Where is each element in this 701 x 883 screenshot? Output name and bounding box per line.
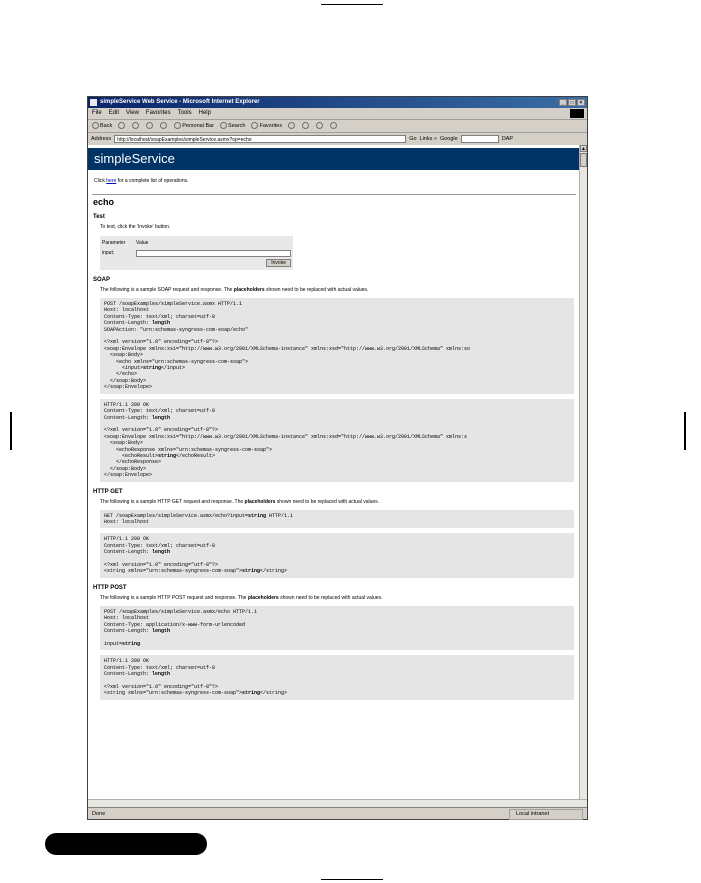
windows-logo-icon bbox=[570, 109, 584, 118]
print-icon bbox=[316, 122, 323, 129]
menu-file[interactable]: File bbox=[92, 110, 102, 116]
menu-view[interactable]: View bbox=[126, 110, 139, 116]
personal-bar-button[interactable]: Personal Bar bbox=[174, 120, 214, 132]
vertical-scrollbar[interactable] bbox=[579, 145, 587, 799]
minimize-button[interactable]: _ bbox=[559, 99, 567, 106]
horizontal-scrollbar[interactable] bbox=[88, 799, 587, 807]
refresh-icon bbox=[146, 122, 153, 129]
google-search-input[interactable] bbox=[461, 135, 499, 143]
search-button[interactable]: Search bbox=[220, 120, 245, 132]
back-button[interactable]: Back bbox=[92, 120, 112, 132]
search-icon bbox=[220, 122, 227, 129]
print-button[interactable] bbox=[316, 120, 324, 132]
invoke-button[interactable]: Invoke bbox=[266, 259, 291, 267]
page-bottom-rule bbox=[321, 879, 383, 880]
maximize-button[interactable]: □ bbox=[568, 99, 576, 106]
service-banner bbox=[88, 148, 580, 170]
edit-button[interactable] bbox=[330, 120, 338, 132]
stop-icon bbox=[132, 122, 139, 129]
http-post-heading: HTTP POST bbox=[93, 584, 127, 591]
page-top-rule bbox=[321, 4, 383, 5]
history-button[interactable] bbox=[288, 120, 296, 132]
dap-button[interactable]: DAP bbox=[501, 136, 514, 142]
scroll-thumb[interactable] bbox=[580, 153, 587, 167]
menu-edit[interactable]: Edit bbox=[108, 110, 120, 116]
favorites-icon bbox=[251, 122, 258, 129]
menu-help[interactable]: Help bbox=[198, 110, 211, 116]
soap-text: The following is a sample SOAP request and response. The placeholders shown need to be replaced with actual values. bbox=[100, 287, 369, 293]
favorites-button[interactable]: Favorites bbox=[251, 120, 282, 132]
operation-title: echo bbox=[93, 197, 115, 207]
value-column-header: Value bbox=[136, 240, 149, 246]
ie-icon bbox=[90, 99, 97, 106]
menu-bar bbox=[88, 108, 587, 120]
address-label: Address bbox=[91, 136, 112, 142]
links-button[interactable]: Links » bbox=[419, 136, 437, 142]
edit-icon bbox=[330, 122, 337, 129]
page-right-marker bbox=[684, 412, 686, 450]
http-post-request-code: POST /soapExamples/simpleService.asmx/echo HTTP/1.1 Host: localhost Content-Type: application/x-www-form-urlencoded Content-Length: length input=string bbox=[100, 606, 574, 650]
operations-link[interactable]: here bbox=[106, 178, 117, 184]
home-icon bbox=[160, 122, 167, 129]
address-input[interactable]: http://localhost/soapExamples/simpleService.asmx?op=echo bbox=[114, 135, 406, 143]
home-button[interactable] bbox=[160, 120, 168, 132]
forward-button[interactable] bbox=[118, 120, 126, 132]
menu-tools[interactable]: Tools bbox=[177, 110, 192, 116]
input-value-field[interactable] bbox=[136, 250, 291, 257]
test-heading: Test bbox=[93, 214, 105, 220]
mail-icon bbox=[302, 122, 309, 129]
window-title: simpleService Web Service - Microsoft Internet Explorer bbox=[100, 99, 260, 105]
test-form bbox=[100, 236, 293, 270]
google-label: Google bbox=[439, 136, 458, 142]
toolbar bbox=[88, 120, 587, 133]
soap-heading: SOAP bbox=[93, 277, 111, 283]
http-get-request-code: GET /soapExamples/simpleService.asmx/echo?input=string HTTP/1.1 Host: localhost bbox=[100, 510, 574, 529]
parameter-column-header: Parameter bbox=[102, 240, 126, 246]
go-button[interactable]: Go bbox=[409, 136, 417, 142]
scroll-up-icon[interactable]: ▲ bbox=[581, 146, 586, 152]
status-bar bbox=[88, 807, 587, 819]
input-param-label: input: bbox=[102, 250, 115, 256]
security-zone: Local intranet bbox=[509, 809, 583, 820]
http-get-heading: HTTP GET bbox=[93, 488, 123, 495]
page-left-marker bbox=[10, 412, 12, 450]
soap-request-code: POST /soapExamples/simpleService.asmx HTTP/1.1 Host: localhost Content-Type: text/xml; charset=utf-8 Content-Length: length SOAPAction: "urn:schemas-syngress-com-soap/echo" <?xml version="1.0" encoding="utf-8"?> <soap:Envelope xmlns:xsi="http://www.w3.org/2001/XMLSchema-instance" xmlns:xsd="http://www.w3.org/2001/XMLSchema" xmlns:so <soap:Body> <echo xmlns="urn:schemas-syngress-com-soap"> <input>string</input> </echo> </soap:Body> </soap:Envelope> bbox=[100, 298, 574, 394]
intro-text: Click here for a complete list of operations. bbox=[94, 178, 189, 184]
service-title: simpleService bbox=[94, 151, 175, 166]
stop-button[interactable] bbox=[132, 120, 140, 132]
refresh-button[interactable] bbox=[146, 120, 154, 132]
soap-response-code: HTTP/1.1 200 OK Content-Type: text/xml; charset=utf-8 Content-Length: length <?xml version="1.0" encoding="utf-8"?> <soap:Envelope xmlns:xsi="http://www.w3.org/2001/XMLSchema-instance" xmlns:xsd="http://www.w3.org/2001/XMLSchema" xmlns:s <soap:Body> <echoResponse xmlns="urn:schemas-syngress-com-soap"> <echoResult>string</echoResult> </echoResponse> </soap:Body> </soap:Envelope> bbox=[100, 399, 574, 482]
menu-favorites[interactable]: Favorites bbox=[145, 110, 171, 116]
close-button[interactable]: × bbox=[577, 99, 585, 106]
mail-button[interactable] bbox=[302, 120, 310, 132]
status-text: Done bbox=[92, 811, 106, 817]
browser-window bbox=[87, 96, 588, 820]
personal-bar-icon bbox=[174, 122, 181, 129]
page-content bbox=[88, 145, 580, 799]
http-post-response-code: HTTP/1.1 200 OK Content-Type: text/xml; charset=utf-8 Content-Length: length <?xml version="1.0" encoding="utf-8"?> <string xmlns="urn:schemas-syngress-com-soap">string</string> bbox=[100, 655, 574, 699]
test-text: To test, click the 'Invoke' button. bbox=[100, 224, 171, 230]
divider bbox=[92, 194, 576, 195]
http-post-text: The following is a sample HTTP POST request and response. The placeholders shown need to be replaced with actual values. bbox=[100, 594, 383, 601]
http-get-text: The following is a sample HTTP GET request and response. The placeholders shown need to be replaced with actual values. bbox=[100, 498, 380, 505]
http-get-response-code: HTTP/1.1 200 OK Content-Type: text/xml; charset=utf-8 Content-Length: length <?xml version="1.0" encoding="utf-8"?> <string xmlns="urn:schemas-syngress-com-soap">string</string> bbox=[100, 533, 574, 577]
back-arrow-icon bbox=[92, 122, 99, 129]
title-bar bbox=[88, 97, 587, 108]
figure-label-bar bbox=[45, 833, 207, 855]
history-icon bbox=[288, 122, 295, 129]
forward-arrow-icon bbox=[118, 122, 125, 129]
